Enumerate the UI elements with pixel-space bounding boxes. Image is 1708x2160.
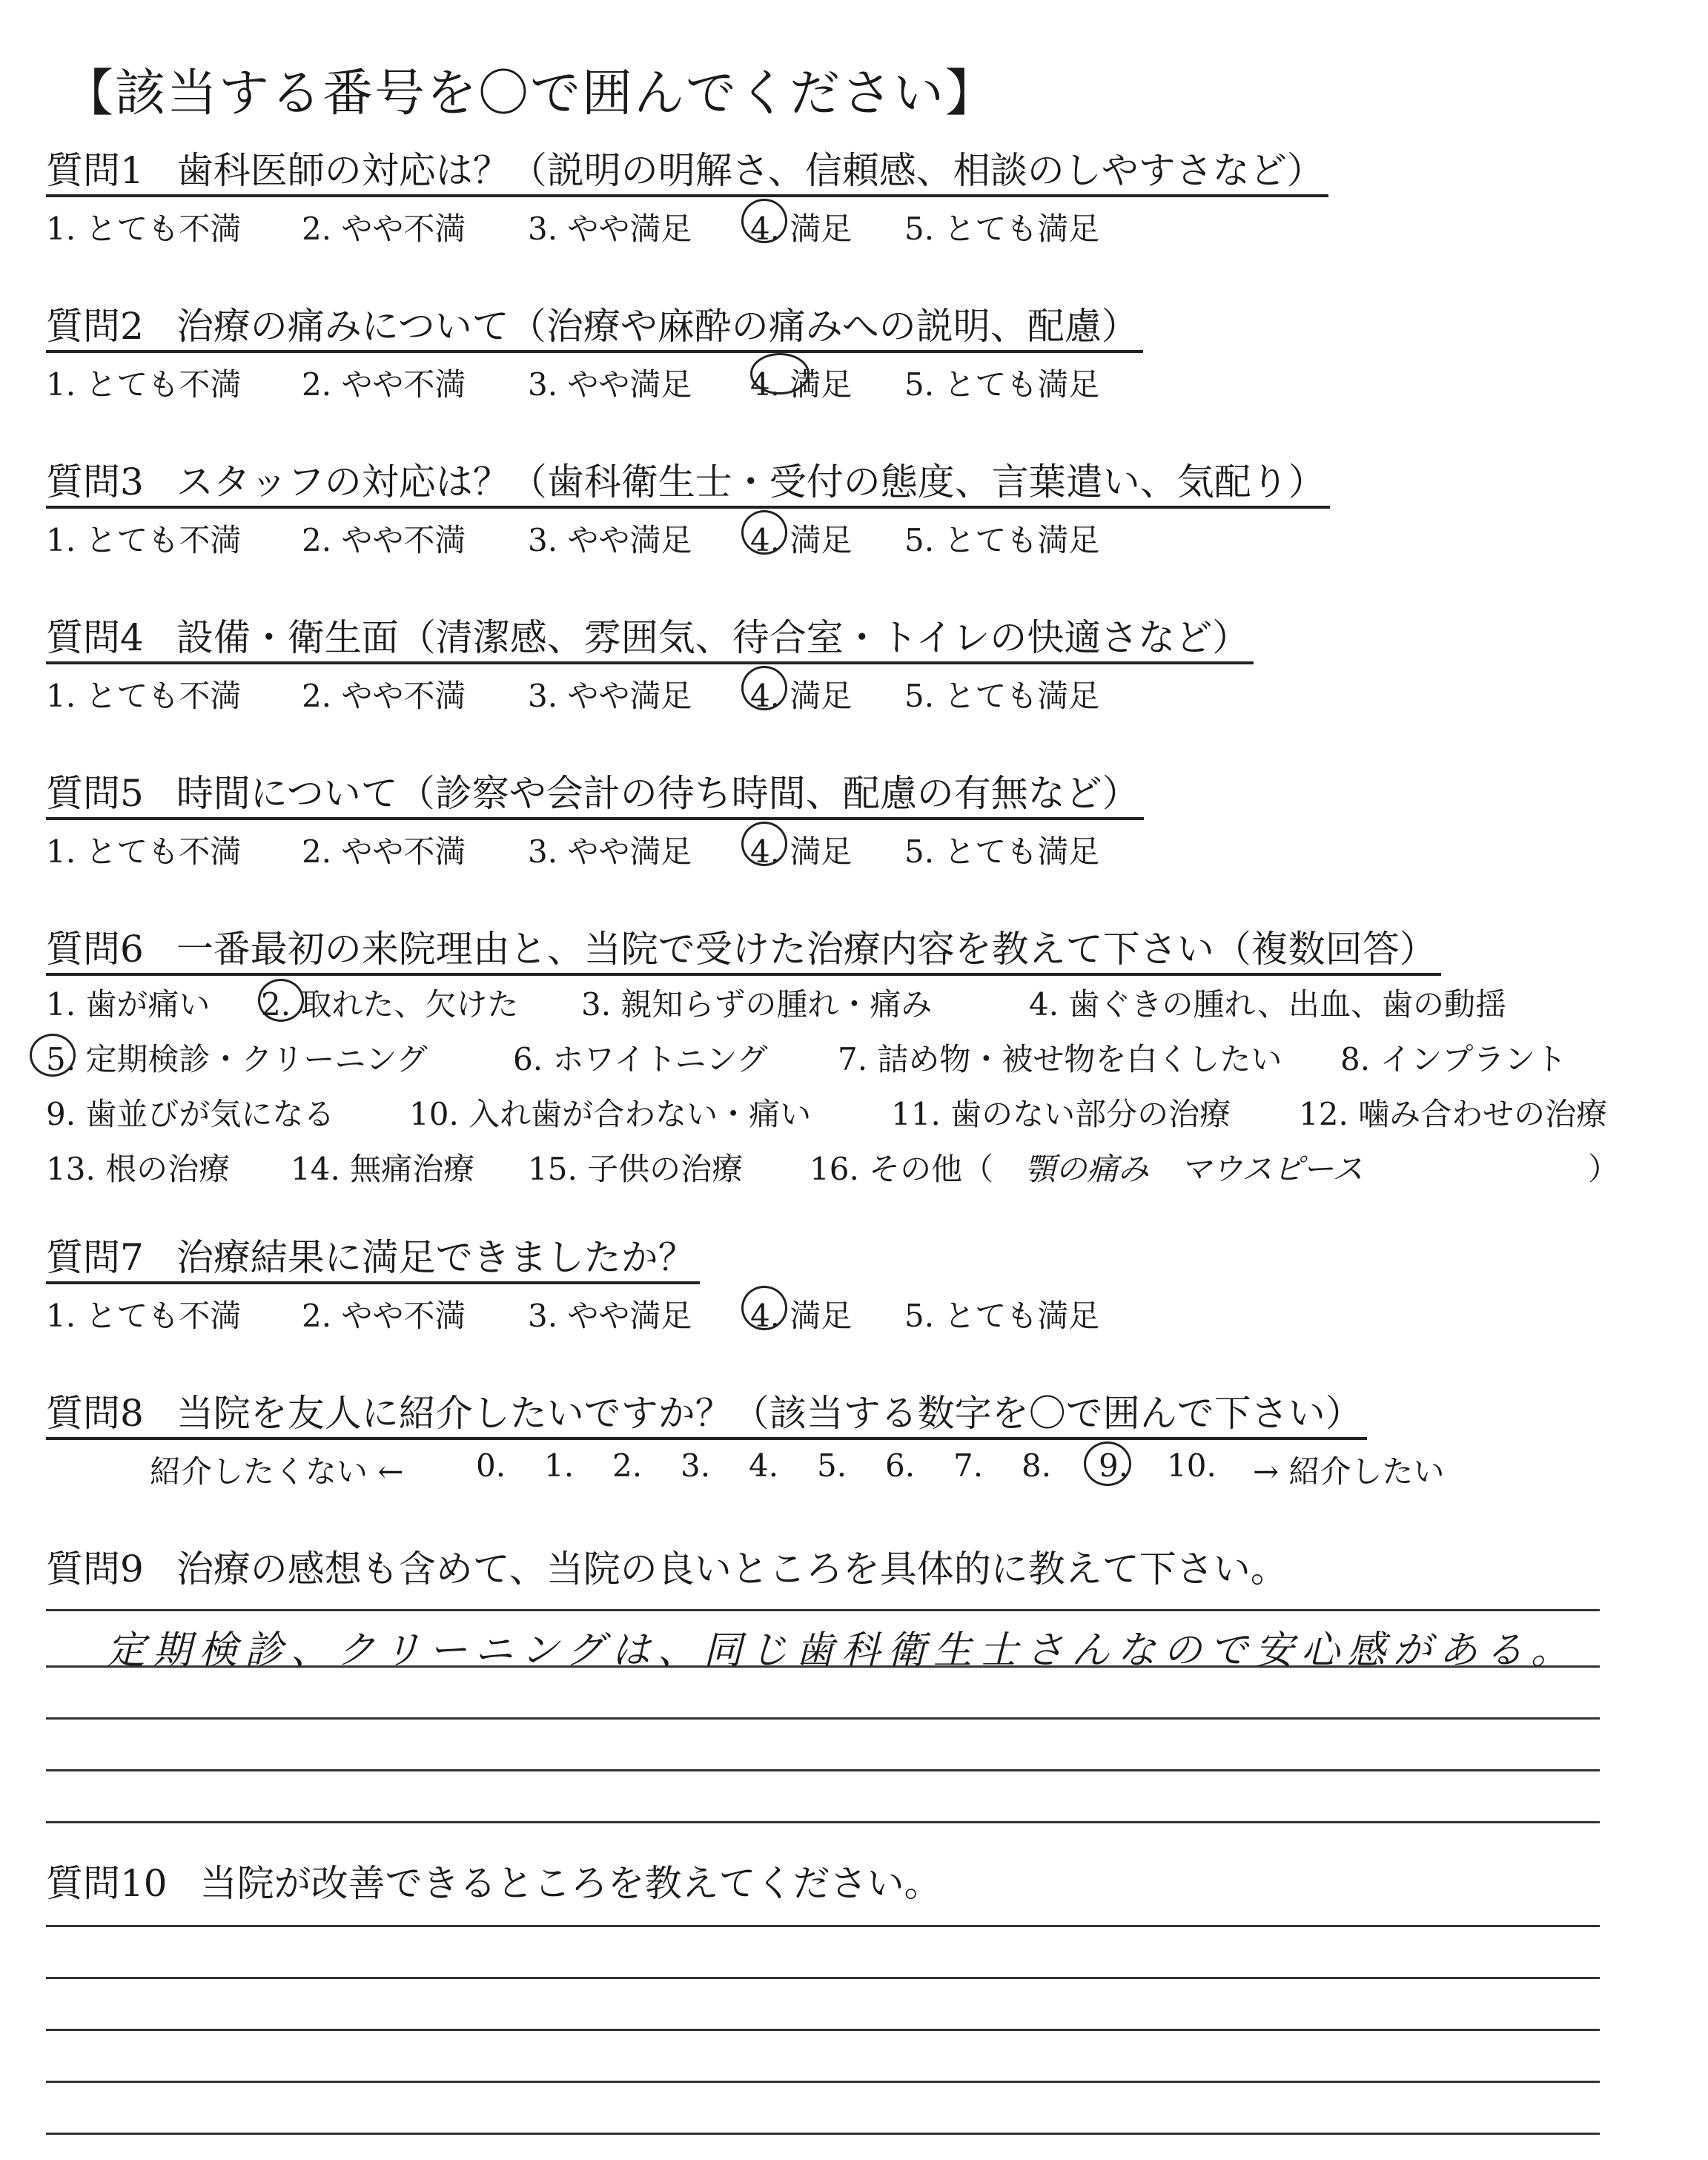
- question-10-heading: [46, 1860, 946, 1907]
- answer-line: [46, 1609, 1600, 1611]
- q6-option-8[interactable]: 8. インプラント: [1340, 1041, 1567, 1077]
- question-9-heading: [46, 1545, 1292, 1593]
- q6-option-10[interactable]: 10. 入れ歯が合わない・痛い: [409, 1096, 812, 1132]
- q3-option-2[interactable]: 2. やや不満: [302, 522, 466, 558]
- q6-option-6[interactable]: 6. ホワイトニング: [513, 1041, 768, 1077]
- q8-score-6[interactable]: 6.: [885, 1447, 916, 1484]
- answer-line: [46, 1977, 1600, 1979]
- q8-left-label: 紹介したくない ←: [150, 1453, 404, 1490]
- q6-option-5-circle: [30, 1034, 76, 1077]
- form-instruction-header: 【該当する番号を〇で囲んでください】: [63, 65, 998, 123]
- answer-line: [46, 1628, 1600, 1673]
- q3-option-5[interactable]: 5. とても満足: [904, 522, 1100, 558]
- q6-row-2: [46, 1031, 1567, 1086]
- question-5-heading: [46, 770, 1144, 820]
- question-10: [46, 1860, 946, 1907]
- q5-option-1[interactable]: 1. とても不満: [46, 833, 242, 870]
- q2-option-4[interactable]: 4. 満足: [750, 366, 853, 403]
- question-2-text: 治療の痛みについて（治療や麻酔の痛みへの説明、配慮）: [176, 305, 1139, 348]
- q2-option-5[interactable]: 5. とても満足: [904, 366, 1100, 403]
- q8-score-3[interactable]: 3.: [681, 1447, 711, 1484]
- question-9-handwritten-answer: 定期検診、クリーニングは、同じ歯科衛生士さんなので安心感がある。: [107, 1628, 1577, 1673]
- q4-option-2[interactable]: 2. やや不満: [302, 678, 466, 714]
- question-5: [46, 770, 1144, 871]
- q6-option-15[interactable]: 15. 子供の治療: [528, 1151, 744, 1187]
- q6-row-4: [46, 1140, 1620, 1195]
- question-3-heading: [46, 458, 1330, 509]
- q5-selection-circle: [741, 822, 787, 866]
- answer-line: [46, 2029, 1600, 2031]
- q6-option-1[interactable]: 1. 歯が痛い: [46, 986, 211, 1023]
- q6-option-9[interactable]: 9. 歯並びが気になる: [46, 1096, 335, 1132]
- q2-option-1[interactable]: 1. とても不満: [46, 366, 242, 403]
- q7-option-1[interactable]: 1. とても不満: [46, 1298, 242, 1334]
- q8-score-9[interactable]: 9.: [1099, 1447, 1129, 1484]
- question-1-number: 質問1: [46, 149, 144, 192]
- q1-option-5[interactable]: 5. とても満足: [904, 211, 1100, 247]
- question-6-options: [46, 976, 1620, 1195]
- question-10-number: 質問10: [46, 1862, 168, 1905]
- q6-option-3[interactable]: 3. 親知らずの腫れ・痛み: [581, 986, 933, 1023]
- question-7: [46, 1234, 1100, 1335]
- question-4-options: [46, 664, 1254, 715]
- q8-score-8[interactable]: 8.: [1022, 1447, 1052, 1484]
- q1-selection-circle: [741, 199, 787, 243]
- question-1-options: [46, 197, 1328, 248]
- answer-line: [46, 2081, 1600, 2083]
- q6-option-5[interactable]: 5. 定期検診・クリーニング: [46, 1041, 428, 1077]
- question-7-options: [46, 1284, 1100, 1335]
- question-1: [46, 147, 1328, 248]
- question-8-number: 質問8: [46, 1392, 144, 1435]
- question-7-text: 治療結果に満足できましたか？: [176, 1236, 695, 1279]
- question-9: [46, 1545, 1292, 1593]
- question-4-text: 設備・衛生面（清潔感、雰囲気、待合室・トイレの快適さなど）: [176, 616, 1250, 659]
- q4-option-5[interactable]: 5. とても満足: [904, 678, 1100, 714]
- question-2-number: 質問2: [46, 305, 144, 348]
- question-3-number: 質問3: [46, 460, 144, 503]
- q2-option-2[interactable]: 2. やや不満: [302, 366, 466, 403]
- q6-option-2-circle: [258, 979, 304, 1022]
- q8-selection-circle: [1084, 1441, 1131, 1486]
- question-8-scale: [46, 1440, 1445, 1490]
- question-9-number: 質問9: [46, 1548, 144, 1591]
- q5-option-4[interactable]: 4. 満足: [750, 833, 853, 870]
- question-7-heading: [46, 1234, 700, 1284]
- question-2-heading: [46, 303, 1143, 353]
- question-5-text: 時間について（診察や会計の待ち時間、配慮の有無など）: [176, 772, 1139, 815]
- q6-option-14[interactable]: 14. 無痛治療: [291, 1151, 475, 1187]
- question-3: [46, 458, 1330, 559]
- q6-option-7[interactable]: 7. 詰め物・被せ物を白くしたい: [838, 1041, 1282, 1077]
- q1-option-4[interactable]: 4. 満足: [750, 211, 853, 247]
- answer-line: [46, 1925, 1600, 1927]
- question-4: [46, 614, 1254, 715]
- question-8: [46, 1390, 1445, 1490]
- q8-score-7[interactable]: 7.: [953, 1447, 984, 1484]
- q1-option-2[interactable]: 2. やや不満: [302, 211, 466, 247]
- answer-line: [46, 1717, 1600, 1720]
- question-9-text: 治療の感想も含めて、当院の良いところを具体的に教えて下さい。: [176, 1548, 1288, 1591]
- q6-row-1: [46, 976, 1506, 1031]
- q3-option-1[interactable]: 1. とても不満: [46, 522, 242, 558]
- q6-option-12[interactable]: 12. 噛み合わせの治療: [1299, 1096, 1608, 1132]
- q6-option-2[interactable]: 2. 取れた、欠けた: [261, 986, 519, 1023]
- question-6-number: 質問6: [46, 928, 144, 971]
- question-4-number: 質問4: [46, 616, 144, 659]
- question-2-options: [46, 353, 1143, 403]
- q6-option-16[interactable]: 16. その他（: [810, 1151, 994, 1187]
- q6-other-handwritten: 顎の痛み マウスピース: [1025, 1151, 1363, 1187]
- question-6-text: 一番最初の来院理由と、当院で受けた治療内容を教えて下さい（複数回答）: [176, 928, 1437, 971]
- question-8-text: 当院を友人に紹介したいですか？（該当する数字を〇で囲んで下さい）: [176, 1392, 1363, 1435]
- q8-score-5[interactable]: 5.: [817, 1447, 847, 1484]
- q6-option-4[interactable]: 4. 歯ぐきの腫れ、出血、歯の動揺: [1029, 986, 1506, 1023]
- question-6: [46, 925, 1620, 1195]
- q4-selection-circle: [741, 666, 787, 710]
- answer-line: [46, 2133, 1600, 2135]
- answer-line: [46, 1769, 1600, 1771]
- question-1-text: 歯科医師の対応は？（説明の明解さ、信頼感、相談のしやすさなど）: [176, 149, 1324, 192]
- question-7-number: 質問7: [46, 1236, 144, 1279]
- q6-row-3: [46, 1086, 1608, 1140]
- q8-score-1[interactable]: 1.: [544, 1447, 575, 1484]
- question-5-options: [46, 820, 1144, 871]
- q1-option-3[interactable]: 3. やや満足: [528, 211, 692, 247]
- q4-option-1[interactable]: 1. とても不満: [46, 678, 242, 714]
- q3-option-3[interactable]: 3. やや満足: [528, 522, 692, 558]
- question-4-heading: [46, 614, 1254, 664]
- q2-selection-circle: [750, 353, 810, 394]
- q7-option-2[interactable]: 2. やや不満: [302, 1298, 466, 1334]
- q5-option-5[interactable]: 5. とても満足: [904, 833, 1100, 870]
- q4-option-4[interactable]: 4. 満足: [750, 678, 853, 714]
- q6-other-close-paren: ）: [1588, 1151, 1620, 1187]
- question-3-text: スタッフの対応は？（歯科衛生士・受付の態度、言葉遣い、気配り）: [176, 460, 1325, 503]
- question-2: [46, 303, 1143, 403]
- question-5-number: 質問5: [46, 772, 144, 815]
- answer-line: [46, 1821, 1600, 1823]
- question-1-heading: [46, 147, 1328, 197]
- q2-option-3[interactable]: 3. やや満足: [528, 366, 692, 403]
- q7-option-5[interactable]: 5. とても満足: [904, 1298, 1100, 1334]
- q1-option-1[interactable]: 1. とても不満: [46, 211, 242, 247]
- q3-option-4[interactable]: 4. 満足: [750, 522, 853, 558]
- q8-right-label: → 紹介したい: [1253, 1453, 1445, 1490]
- q7-option-4[interactable]: 4. 満足: [750, 1298, 853, 1334]
- q3-selection-circle: [741, 510, 787, 555]
- q8-score-0[interactable]: 0.: [476, 1447, 506, 1484]
- q8-score-2[interactable]: 2.: [612, 1447, 643, 1484]
- q4-option-3[interactable]: 3. やや満足: [528, 678, 692, 714]
- question-8-heading: [46, 1390, 1367, 1440]
- q8-score-4[interactable]: 4.: [749, 1447, 779, 1484]
- question-10-text: 当院が改善できるところを教えてください。: [199, 1862, 941, 1905]
- q8-score-10[interactable]: 10.: [1167, 1447, 1217, 1484]
- q7-selection-circle: [741, 1286, 787, 1330]
- q7-option-3[interactable]: 3. やや満足: [528, 1298, 692, 1334]
- question-3-options: [46, 509, 1330, 559]
- q5-option-3[interactable]: 3. やや満足: [528, 833, 692, 870]
- q6-option-11[interactable]: 11. 歯のない部分の治療: [891, 1096, 1231, 1132]
- q6-option-13[interactable]: 13. 根の治療: [46, 1151, 231, 1187]
- question-6-heading: [46, 925, 1441, 976]
- q5-option-2[interactable]: 2. やや不満: [302, 833, 466, 870]
